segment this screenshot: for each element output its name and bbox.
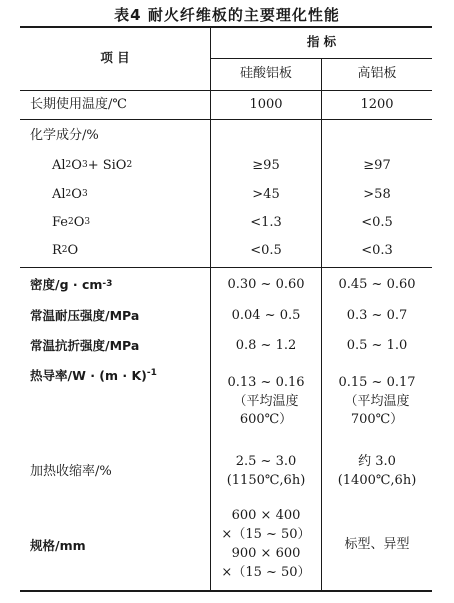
row-conduct-v1-note: （平均温度 [233,393,299,409]
row-al2o3-sio2-v2: ≥97 [363,157,391,173]
row-al2o3-v1: >45 [252,186,280,202]
row-spec-v1-thick-b: ×（15 ~ 50） [221,564,311,580]
row-conduct-v2-temp: 700℃） [350,412,404,428]
header-index: 指 标 [306,33,337,49]
row-al2o3-label: Al 2 O 3 [52,186,88,202]
row-density-v1: 0.30 ~ 0.60 [227,276,305,292]
row-spec-v1 [211,500,321,590]
row-shrink-v1-value: 2.5 ~ 3.0 [235,454,297,470]
row-shrink-label: 加热收缩率/% [30,463,112,479]
row-shrink-v2 [322,448,432,496]
row-density-label: 密度/g · cm -3 [30,276,113,292]
row-r2o-v1: <0.5 [250,242,282,258]
row-conduct-label: 热导率/W · (m · K) -1 [30,368,157,383]
header-col-alumina: 高铝板 [357,66,397,82]
row-spec-v1-thick-a: ×（15 ~ 50） [221,527,311,543]
row-chem-label: 化学成分/% [30,127,99,143]
row-flex-v2: 0.5 ~ 1.0 [346,337,408,353]
row-al2o3-sio2-v1: ≥95 [252,157,280,173]
row-spec-v1-size-b: 900 × 600 [231,546,301,561]
row-shrink-v2-value: 约 3.0 [358,454,396,470]
rule-bottom [20,590,432,592]
row-compress-v1: 0.04 ~ 0.5 [231,307,301,323]
row-flex-v1: 0.8 ~ 1.2 [235,337,297,353]
row-conduct-v2-note: （平均温度 [344,393,410,409]
header-col-silicate: 硅酸铝板 [239,66,292,82]
row-temp-v1: 1000 [249,96,283,112]
row-fe2o3-v1: <1.3 [250,214,282,230]
row-flex-label: 常温抗折强度/MPa [30,337,140,353]
row-conduct-v1-temp: 600℃） [239,412,293,428]
row-conduct-v2 [322,367,432,437]
row-fe2o3-label: Fe 2 O 3 [52,214,91,230]
row-shrink-v1-cond: (1150℃,6h) [226,473,306,488]
row-al2o3-sio2-label: Al 2 O 3 + SiO 2 [52,157,133,173]
row-density-v2: 0.45 ~ 0.60 [338,276,416,292]
row-spec-v2: 标型、异型 [344,536,410,552]
row-compress-label: 常温耐压强度/MPa [30,307,140,323]
row-conduct-v2-value: 0.15 ~ 0.17 [338,374,416,390]
row-temp-label: 长期使用温度/℃ [30,96,127,112]
row-shrink-v2-cond: (1400℃,6h) [337,473,417,488]
row-r2o-v2: <0.3 [361,242,393,258]
rule-temp-bottom [20,119,432,120]
rule-chem-bottom [20,267,432,268]
row-conduct-v1 [211,367,321,437]
properties-table [20,26,432,592]
header-item: 项 目 [100,49,130,65]
row-fe2o3-v2: <0.5 [361,214,393,230]
table-title: 表4 耐火纤维板的主要理化性能 [114,6,340,24]
row-al2o3-v2: >58 [363,186,391,202]
row-r2o-label: R 2 O [52,242,79,258]
row-compress-v2: 0.3 ~ 0.7 [346,307,408,323]
row-conduct-v1-value: 0.13 ~ 0.16 [227,374,305,390]
row-spec-v1-size-a: 600 × 400 [231,508,301,524]
row-temp-v2: 1200 [360,96,394,112]
row-shrink-v1 [211,448,321,496]
row-spec-label: 规格/mm [30,537,86,553]
